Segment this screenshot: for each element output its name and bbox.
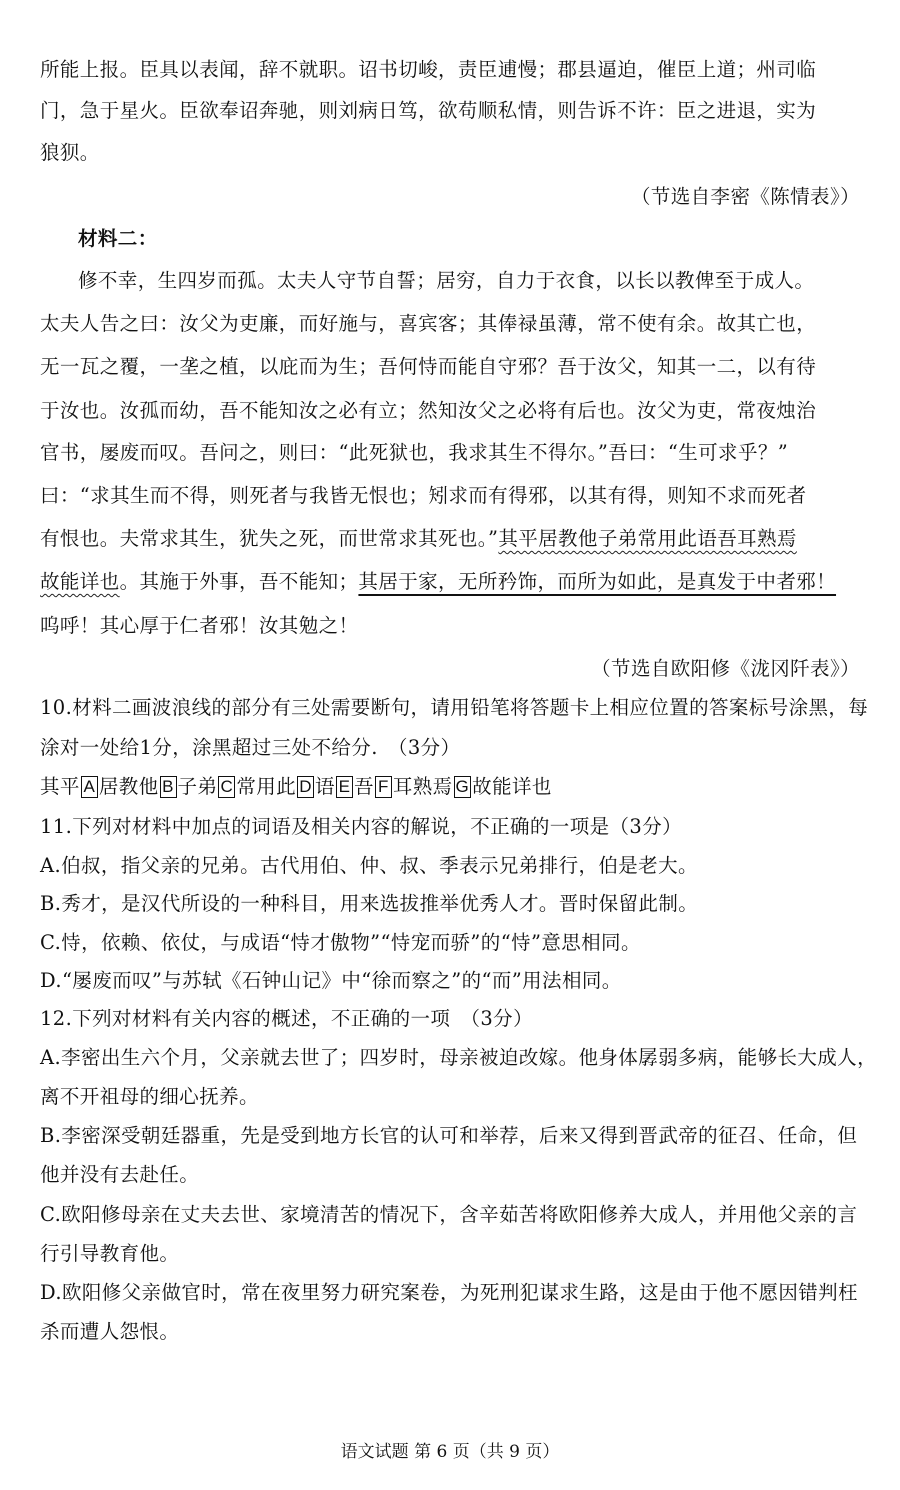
q10-option-box-c[interactable]: C xyxy=(218,776,235,798)
material2-line-8 xyxy=(40,567,870,597)
q10-segment: 常用此 xyxy=(236,775,297,798)
material2-line-4: 于汝也。汝孤而幼，吾不能知汝之必有立；然知汝父之必将有后也。汝父为吏，常夜烛治 xyxy=(40,399,817,422)
material2-line-8-plain: 。其施于外事，吾不能知； xyxy=(119,570,359,593)
q12-option-b-line-1[interactable]: B.李密深受朝廷器重，先是受到地方长官的认可和举荐，后来又得到晋武帝的征召、任命，但 xyxy=(40,1124,858,1147)
q12-option-b-line-2[interactable]: 他并没有去赴任。 xyxy=(40,1163,200,1186)
material2-line-5: 官书，屡废而叹。吾问之，则曰：“此死狱也，我求其生不得尔。”吾曰：“生可求乎？” xyxy=(40,441,789,464)
q11-option-d[interactable]: D.“屡废而叹”与苏轼《石钟山记》中“徐而察之”的“而”用法相同。 xyxy=(40,969,622,992)
q12-option-a-line-2[interactable]: 离不开祖母的细心抚养。 xyxy=(40,1085,259,1108)
material1-line-3: 狼狈。 xyxy=(40,141,100,164)
q10-segment: 居教他 xyxy=(98,775,159,798)
material1-line-1: 所能上报。臣具以表闻，辞不就职。诏书切峻，责臣逋慢；郡县逼迫，催臣上道；州司临 xyxy=(40,58,817,81)
material1-line-2: 门，急于星火。臣欲奉诏奔驰，则刘病日笃，欲苟顺私情，则告诉不许：臣之进退，实为 xyxy=(40,99,817,122)
q10-segment: 耳熟焉 xyxy=(392,775,453,798)
material2-line-2: 太夫人告之曰：汝父为吏廉，而好施与，喜宾客；其俸禄虽薄，常不使有余。故其亡也， xyxy=(40,312,817,335)
q10-option-box-g[interactable]: G xyxy=(455,777,470,796)
q11-option-a[interactable]: A.伯叔，指父亲的兄弟。古代用伯、仲、叔、季表示兄弟排行，伯是老大。 xyxy=(40,854,698,877)
q10-option-box-b[interactable]: B xyxy=(160,776,177,798)
material2-source: （节选自欧阳修《泷冈阡表》） xyxy=(591,657,860,680)
q10-segment: 其平 xyxy=(40,775,80,798)
q10-option-box-a[interactable]: A xyxy=(81,776,98,798)
material2-line-6: 曰：“求其生而不得，则死者与我皆无恨也；矧求而有得邪，以其有得，则知不求而死者 xyxy=(40,484,807,507)
q11-stem: 11.下列对材料中加点的词语及相关内容的解说，不正确的一项是（3分） xyxy=(40,815,683,838)
material2-line-7 xyxy=(40,524,870,554)
q10-segment: 吾 xyxy=(353,775,374,798)
material2-line-3: 无一瓦之覆，一垄之植，以庇而为生；吾何恃而能自守邪？吾于汝父，知其一二，以有待 xyxy=(40,355,817,378)
material2-line-7-plain: 有恨也。夫常求其生，犹失之死，而世常求其死也。” xyxy=(40,527,499,550)
q12-stem: 12.下列对材料有关内容的概述，不正确的一项 （3分） xyxy=(40,1007,533,1030)
material2-line-9: 呜呼！其心厚于仁者邪！汝其勉之！ xyxy=(40,614,359,637)
q12-option-d-line-2[interactable]: 杀而遭人怨恨。 xyxy=(40,1320,180,1343)
q11-option-c[interactable]: C.恃，依赖、依仗，与成语“恃才傲物”“恃宠而骄”的“恃”意思相同。 xyxy=(40,931,641,954)
wavy-underlined-text-end: 故能详也 xyxy=(40,570,120,593)
material2-heading: 材料二： xyxy=(78,227,158,250)
page-footer: 语文试题 第 6 页（共 9 页） xyxy=(340,1442,560,1462)
q11-option-b[interactable]: B.秀才，是汉代所设的一种科目，用来选拔推举优秀人才。晋时保留此制。 xyxy=(40,892,699,915)
wavy-underlined-text: 其平居教他子弟常用此语吾耳熟焉 xyxy=(498,527,797,550)
q10-option-box-f[interactable]: F xyxy=(375,776,392,798)
material1-source: （节选自李密《陈情表》） xyxy=(630,185,860,208)
material2-line-1: 修不幸，生四岁而孤。太夫人守节自誓；居穷，自力于衣食，以长以教俾至于成人。 xyxy=(78,269,815,292)
q12-option-c-line-2[interactable]: 行引导教育他。 xyxy=(40,1242,180,1265)
q10-stem-line-1: 10.材料二画波浪线的部分有三处需要断句，请用铅笔将答题卡上相应位置的答案标号涂黑，每 xyxy=(40,696,869,719)
q12-option-d-line-1[interactable]: D.欧阳修父亲做官时，常在夜里努力研究案卷，为死刑犯谋求生路，这是由于他不愿因错判枉 xyxy=(40,1281,858,1304)
q12-option-a-line-1[interactable]: A.李密出生六个月，父亲就去世了；四岁时，母亲被迫改嫁。他身体孱弱多病，能够长大成人， xyxy=(40,1046,877,1069)
q10-segment-tail: 故能详也 xyxy=(472,775,552,798)
straight-underlined-text: 其居于家，无所矜饰，而所为如此，是真发于中者邪！ xyxy=(358,570,837,593)
q12-option-c-line-1[interactable]: C.欧阳修母亲在丈夫去世、家境清苦的情况下，含辛茹苦将欧阳修养大成人，并用他父亲的言 xyxy=(40,1203,858,1226)
q10-stem-line-2: 涂对一处给1分，涂黑超过三处不给分. （3分） xyxy=(40,736,461,759)
q10-option-box-d[interactable]: D xyxy=(297,776,314,798)
q10-options xyxy=(40,772,870,802)
q10-option-box-e[interactable]: E xyxy=(336,776,353,798)
q10-segment: 语 xyxy=(315,775,335,798)
q10-segment: 子弟 xyxy=(177,775,218,798)
